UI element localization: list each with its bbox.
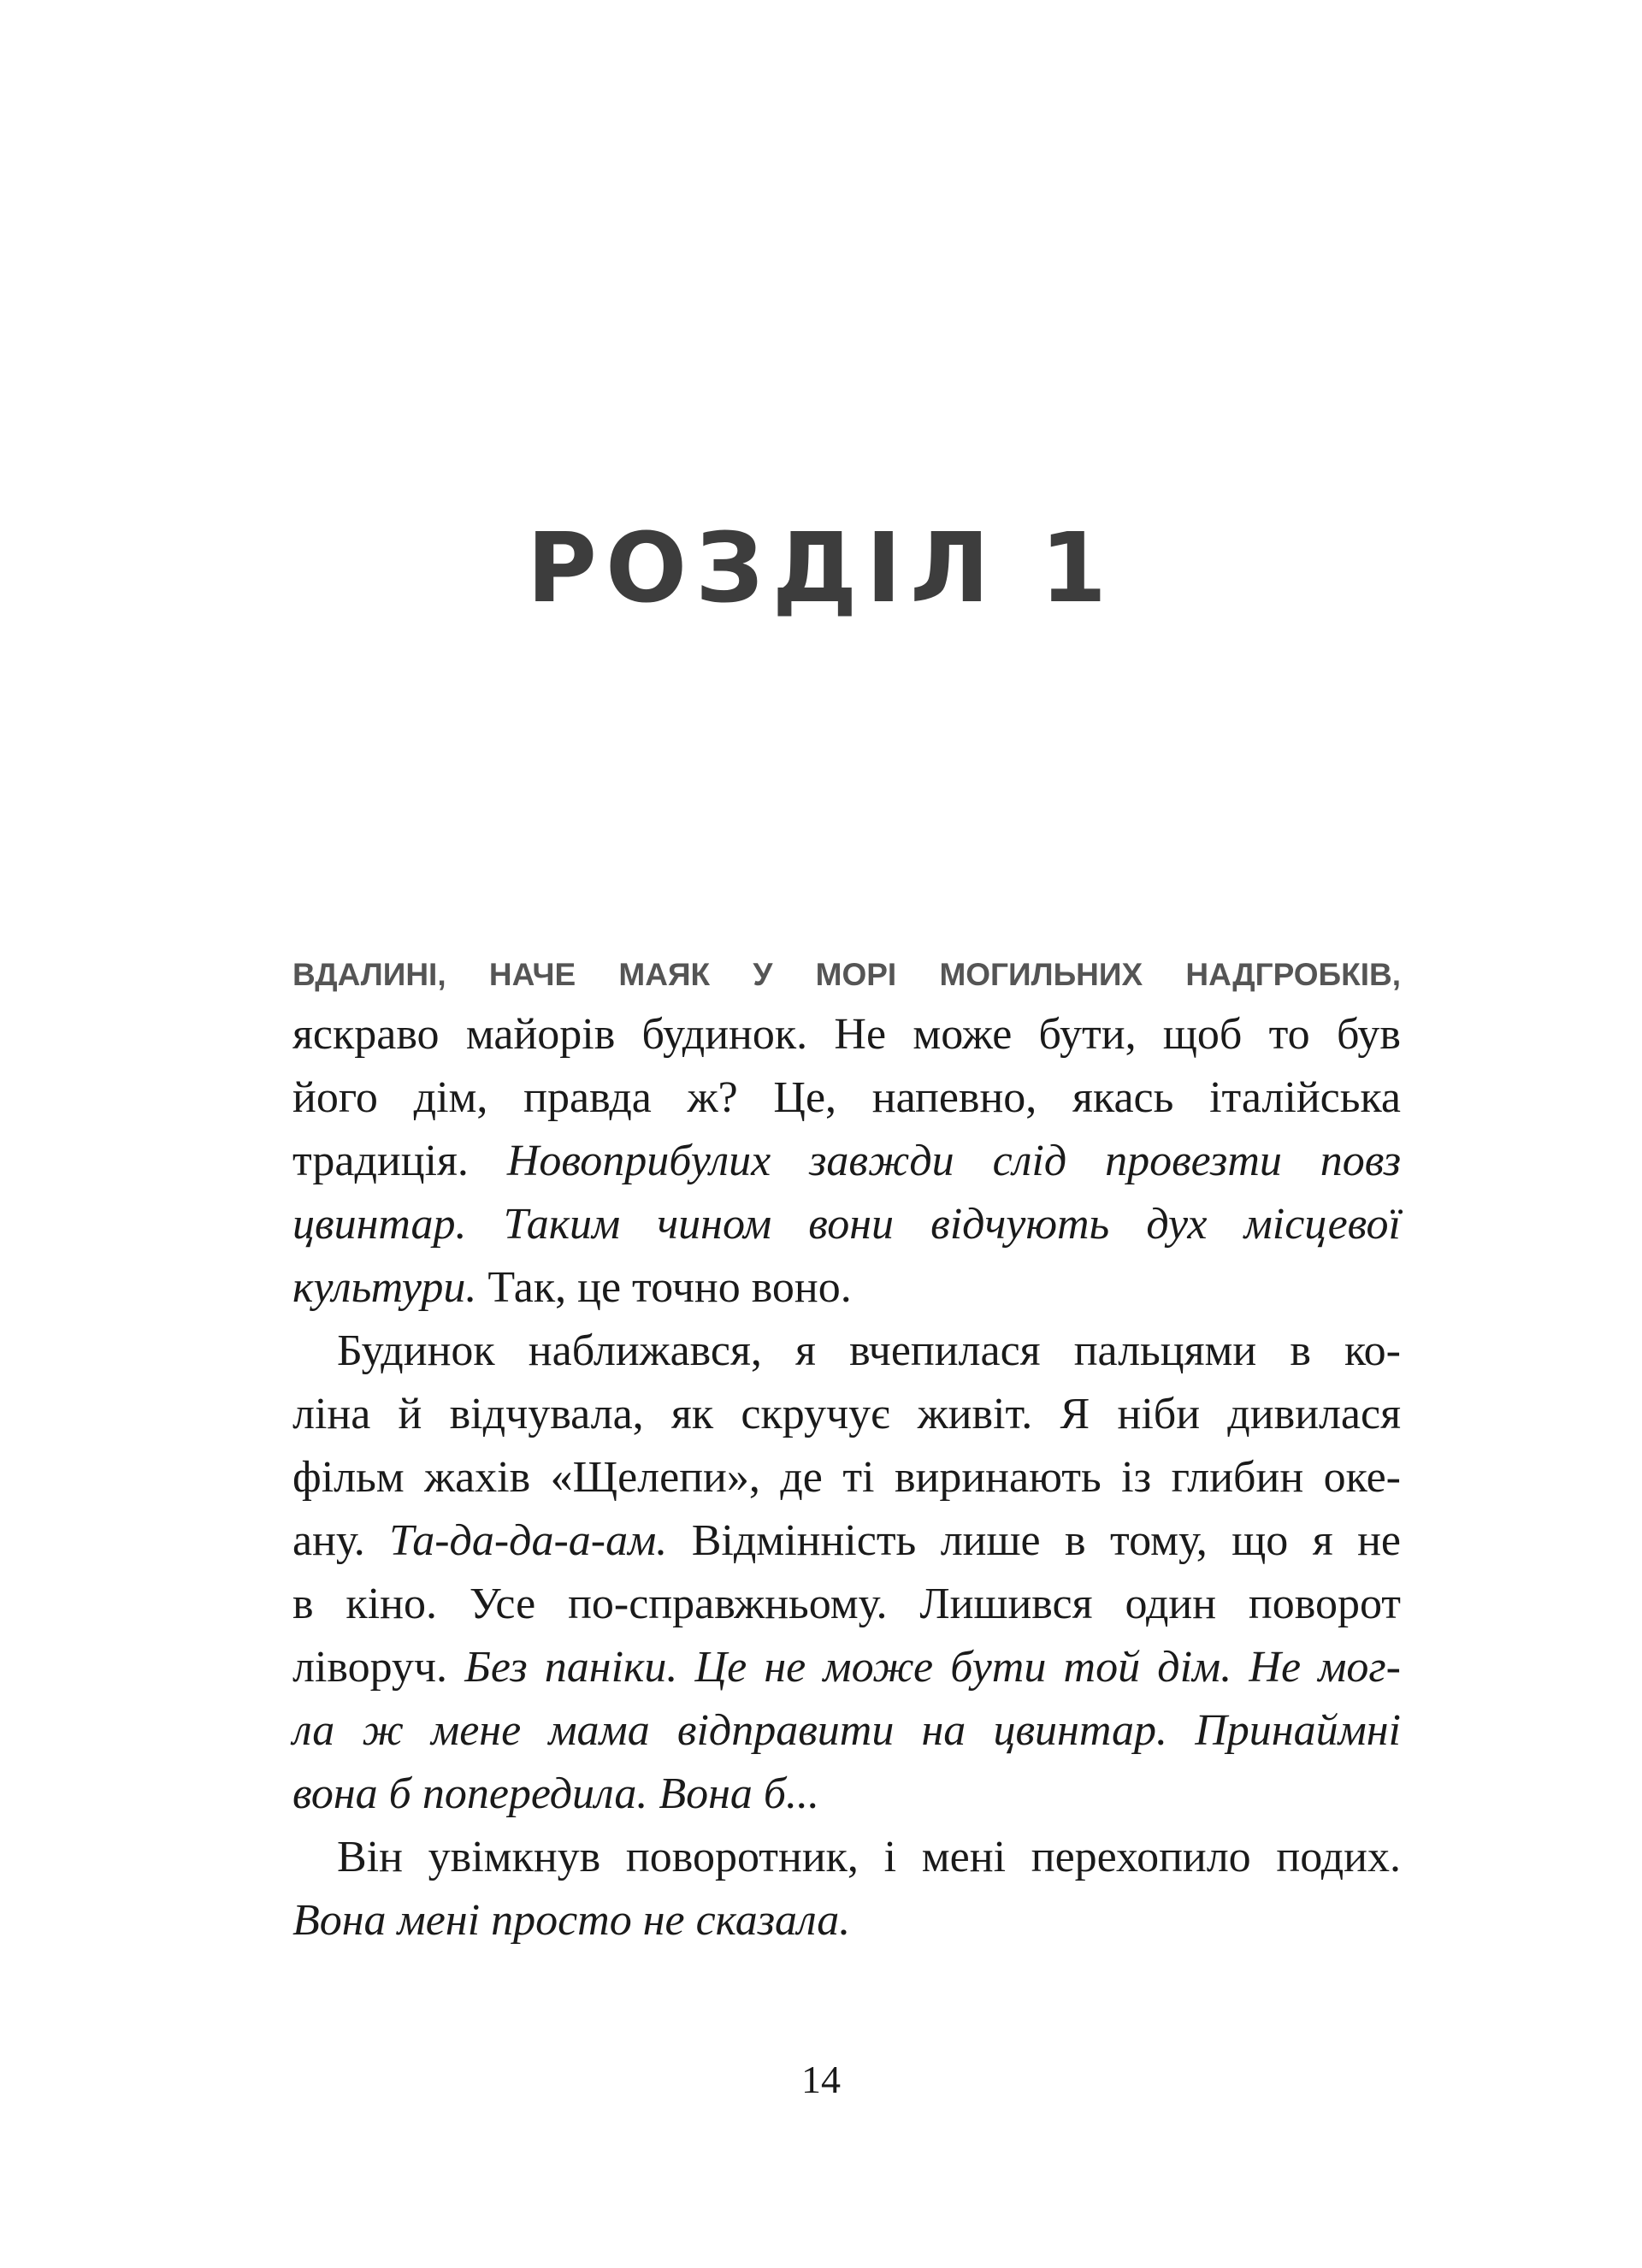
text-line	[292, 1763, 1401, 1826]
italic-span: Та-да-да-а-ам.	[389, 1516, 668, 1565]
italic-span: Вона мені просто не сказала.	[292, 1896, 851, 1945]
text-span: традиція.	[292, 1137, 507, 1185]
text-line	[292, 1826, 1401, 1889]
italic-span: цвинтар. Таким чином вони відчують дух місцевої	[292, 1200, 1401, 1249]
text-span: Так, це точно воно.	[476, 1263, 852, 1312]
lead-in-caps: ВДАЛИНІ, НАЧЕ МАЯК У МОРІ МОГИЛЬНИХ НАДГРОБКІВ,	[292, 957, 1401, 992]
text-line	[292, 1383, 1401, 1446]
text-line	[292, 940, 1401, 1003]
text-line	[292, 1320, 1401, 1383]
italic-span: ла ж мене мама відправити на цвинтар. Принаймні	[292, 1706, 1401, 1755]
text-span: його дім, правда ж? Це, напевно, якась італійська	[292, 1073, 1401, 1122]
text-line	[292, 1446, 1401, 1509]
italic-span: культури.	[292, 1263, 477, 1312]
page-number: 14	[801, 2058, 841, 2101]
text-line	[292, 1066, 1401, 1130]
text-line	[292, 1256, 1401, 1320]
text-span: Будинок наближався, я вчепилася пальцями в ко-	[337, 1326, 1401, 1375]
italic-span: вона б попередила. Вона б...	[292, 1769, 820, 1818]
text-line	[292, 1889, 1401, 1952]
italic-span: Новоприбулих завжди слід провезти повз	[506, 1137, 1401, 1185]
italic-span: Без паніки. Це не може бути той дім. Не мог-	[464, 1643, 1401, 1692]
chapter-title: РОЗДІЛ 1	[526, 513, 1116, 624]
text-span: ліворуч.	[292, 1643, 465, 1692]
text-span: ану.	[292, 1516, 390, 1565]
text-line	[292, 1573, 1401, 1636]
chapter-body	[292, 940, 1401, 1952]
text-line	[292, 1193, 1401, 1256]
text-line	[292, 1003, 1401, 1066]
text-span: Він увімкнув поворотник, і мені перехопило подих.	[337, 1833, 1401, 1881]
text-line	[292, 1636, 1401, 1699]
text-span: яскраво майорів будинок. Не може бути, щоб то був	[292, 1010, 1401, 1059]
text-span: ліна й відчувала, як скручує живіт. Я ніби дивилася	[292, 1390, 1401, 1438]
text-line	[292, 1699, 1401, 1763]
text-line	[292, 1130, 1401, 1193]
text-line	[292, 1509, 1401, 1573]
text-span: фільм жахів «Щелепи», де ті виринають із глибин оке-	[292, 1453, 1401, 1502]
text-span: в кіно. Усе по-справжньому. Лишився один поворот	[292, 1580, 1401, 1628]
text-span: Відмінність лише в тому, що я не	[667, 1516, 1402, 1565]
